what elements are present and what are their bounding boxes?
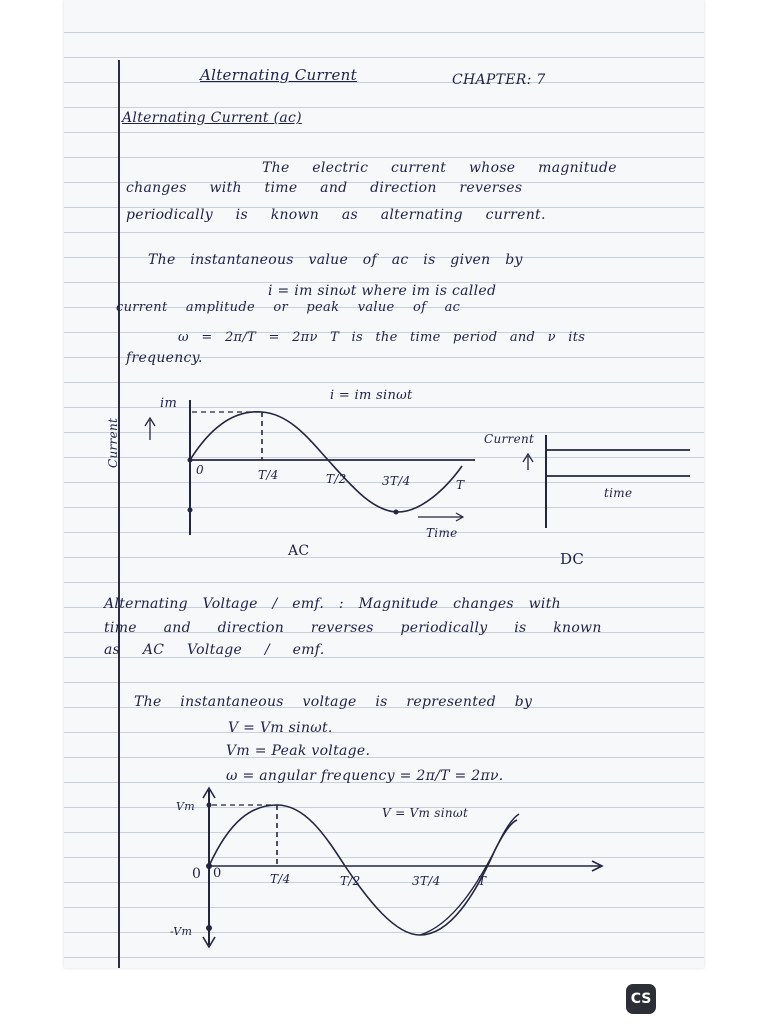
v-origin-dot bbox=[206, 863, 212, 869]
ac-peak-label: im bbox=[160, 396, 178, 411]
definition-line-3: periodically is known as alternating current. bbox=[126, 207, 546, 223]
voltage-definition-line-1: Alternating Voltage / emf. : Magnitude changes with bbox=[104, 596, 561, 612]
ac-caption: AC bbox=[288, 543, 310, 559]
v-tick-t4: T/4 bbox=[270, 872, 291, 886]
v-peak-dot bbox=[207, 803, 212, 808]
ac-x-label: Time bbox=[426, 526, 458, 540]
v-tick-3t4: 3T/4 bbox=[412, 874, 441, 888]
v-neg-dot bbox=[206, 925, 212, 931]
ac-origin-label: 0 bbox=[196, 463, 204, 477]
chapter-label: CHAPTER: 7 bbox=[452, 72, 546, 88]
v-sine-curve bbox=[209, 805, 517, 935]
v-peak-label: Vm bbox=[176, 800, 195, 813]
voltage-definition-line-2: time and direction reverses periodically is known bbox=[104, 620, 602, 636]
camscanner-badge: CS bbox=[626, 984, 656, 1014]
ac-tick-t: T bbox=[456, 478, 465, 492]
voltage-definition-line-3: as AC Voltage / emf. bbox=[104, 642, 325, 658]
ac-tick-t4: T/4 bbox=[258, 468, 279, 482]
v-equation: V = Vm sinωt bbox=[382, 806, 469, 820]
dc-caption: DC bbox=[560, 550, 585, 568]
instantaneous-line-3: current amplitude or peak value of ac bbox=[116, 300, 461, 315]
definition-line-1: The electric current whose magnitude bbox=[262, 160, 617, 176]
ac-tick-t2: T/2 bbox=[326, 472, 347, 486]
v-tick-t: T bbox=[478, 874, 487, 888]
instantaneous-line-1: The instantaneous value of ac is given by bbox=[148, 252, 523, 268]
page-title: Alternating Current bbox=[200, 66, 357, 84]
v-tick-t2: T/2 bbox=[340, 874, 361, 888]
voltage-instantaneous-line-1: The instantaneous voltage is represented by bbox=[134, 694, 533, 710]
v-neg-peak-label: -Vm bbox=[170, 925, 193, 938]
voltage-instantaneous-line-3: Vm = Peak voltage. bbox=[226, 743, 371, 759]
voltage-instantaneous-line-4: ω = angular frequency = 2π/T = 2πν. bbox=[226, 768, 504, 784]
section-heading-ac: Alternating Current (ac) bbox=[122, 110, 302, 126]
ac-neg-dot bbox=[188, 508, 193, 513]
instantaneous-line-4: ω = 2π/T = 2πν T is the time period and ν its bbox=[178, 330, 586, 345]
ac-trough-dot bbox=[394, 510, 399, 515]
ac-origin-dot bbox=[188, 458, 193, 463]
definition-line-2: changes with time and direction reverses bbox=[126, 180, 523, 196]
dc-x-label: time bbox=[604, 486, 633, 500]
dc-y-label: Current bbox=[484, 432, 535, 446]
ac-y-label: Current bbox=[106, 417, 120, 468]
ac-tick-3t4: 3T/4 bbox=[382, 474, 411, 488]
ac-equation: i = im sinωt bbox=[330, 388, 413, 403]
voltage-instantaneous-line-2: V = Vm sinωt. bbox=[228, 720, 333, 736]
ac-sine-curve bbox=[190, 412, 465, 512]
v-origin-label: 0 bbox=[192, 866, 202, 882]
v-origin-label-2: 0 bbox=[213, 866, 222, 881]
instantaneous-line-2: i = im sinωt where im is called bbox=[268, 283, 497, 299]
instantaneous-line-5: frequency. bbox=[126, 350, 203, 366]
